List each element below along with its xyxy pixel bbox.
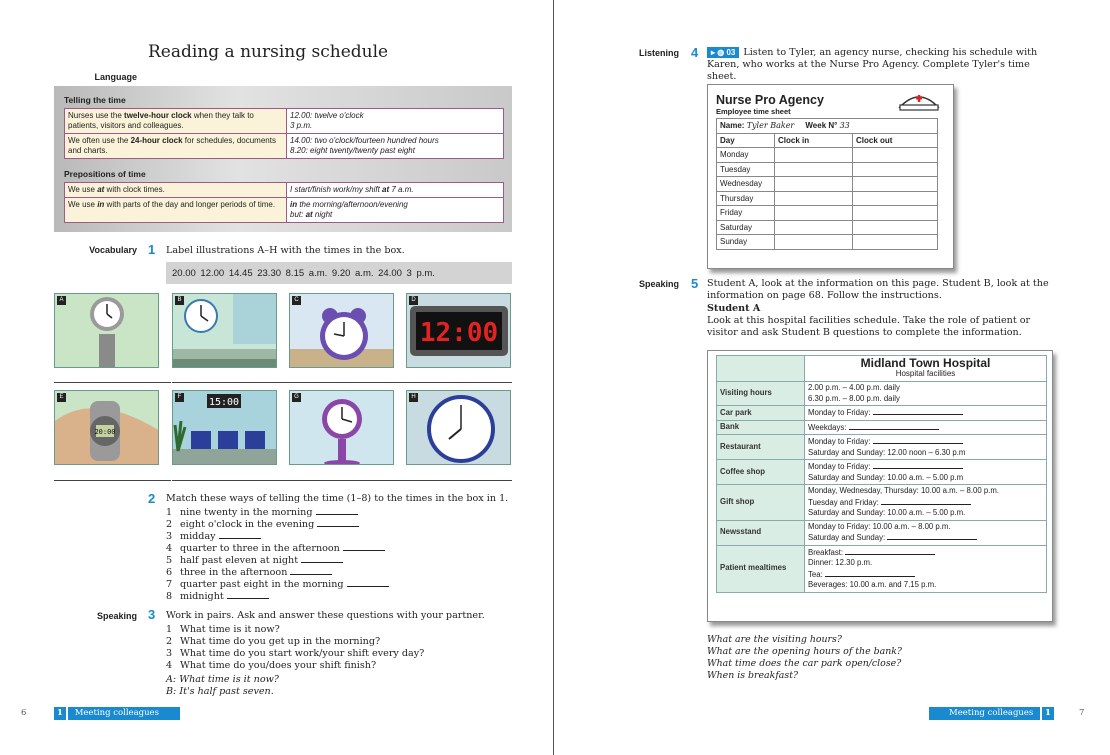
clock-in-cell[interactable] bbox=[775, 148, 853, 163]
illustration-h bbox=[406, 390, 511, 465]
unit-number: 1 bbox=[1040, 707, 1054, 720]
prepositions-heading: Prepositions of time bbox=[64, 169, 146, 179]
facility-hours: Weekdays: bbox=[805, 420, 1047, 435]
question-list bbox=[166, 624, 424, 698]
audio-track-badge[interactable]: ▸ ◍ 03 bbox=[707, 47, 739, 58]
agency-name: Nurse Pro Agency bbox=[716, 93, 824, 107]
illustration-g bbox=[289, 390, 394, 465]
right-page bbox=[555, 0, 1110, 755]
list-item: 1 nine twenty in the morning bbox=[166, 507, 389, 519]
list-item: What time does the car park open/close? bbox=[707, 658, 902, 669]
illustration-f bbox=[172, 390, 277, 465]
facility-hours: Breakfast: Dinner: 12.30 p.m. Tea: Beverages: 10.00 a.m. and 7.15 p.m. bbox=[805, 545, 1047, 592]
clock-out-cell[interactable] bbox=[853, 191, 938, 206]
list-item: 3 midday bbox=[166, 531, 389, 543]
exercise-number: 1 bbox=[148, 242, 156, 257]
answer-line[interactable] bbox=[289, 382, 406, 383]
unit-footer bbox=[54, 707, 180, 720]
example-cell: 12.00: twelve o'clock 3 p.m. bbox=[287, 109, 504, 134]
dialogue-a: A: What time is it now? bbox=[166, 674, 279, 685]
clock-out-cell[interactable] bbox=[853, 206, 938, 221]
time-sheet bbox=[707, 84, 954, 269]
unit-number: 1 bbox=[54, 707, 68, 720]
left-page bbox=[0, 0, 554, 755]
list-item: 4 What time do you/does your shift finish? bbox=[166, 660, 377, 671]
answer-blank[interactable] bbox=[887, 532, 977, 540]
table-row: Monday bbox=[717, 148, 938, 163]
table-row bbox=[65, 198, 504, 223]
waiting-room-icon bbox=[173, 391, 277, 465]
hospital-schedule bbox=[707, 350, 1053, 622]
exercise-instruction: Work in pairs. Ask and answer these questions with your partner. bbox=[166, 610, 485, 621]
illustration-b bbox=[172, 293, 277, 368]
clock-out-cell[interactable] bbox=[853, 162, 938, 177]
clock-in-cell[interactable] bbox=[775, 235, 853, 250]
answer-blank[interactable] bbox=[343, 543, 385, 551]
list-item: 5 half past eleven at night bbox=[166, 555, 389, 567]
answer-blank[interactable] bbox=[849, 422, 939, 430]
table-row bbox=[717, 520, 1047, 545]
list-item: 7 quarter past eight in the morning bbox=[166, 579, 389, 591]
clock-in-cell[interactable] bbox=[775, 220, 853, 235]
table-row: Tuesday bbox=[717, 162, 938, 177]
answer-line[interactable] bbox=[289, 480, 406, 481]
label-d: D bbox=[409, 296, 418, 305]
example-cell: 14.00: two o'clock/fourteen hundred hours 8.20: eight twenty/twenty past eight bbox=[287, 134, 504, 159]
hospital-subtitle: Hospital facilities bbox=[895, 368, 956, 378]
times-box: 20.00 12.00 14.45 23.30 8.15 a.m. 9.20 a.m. 24.00 3 p.m. bbox=[166, 262, 512, 284]
facility-name: Coffee shop bbox=[717, 460, 805, 485]
list-item: When is breakfast? bbox=[707, 670, 798, 681]
facility-hours: Monday, Wednesday, Thursday: 10.00 a.m. – 8.00 p.m. Tuesday and Friday: Saturday and Sunday: 10.00 a.m. – 5.00 p.m. bbox=[805, 485, 1047, 521]
unit-title: Meeting colleagues bbox=[949, 708, 1034, 718]
vocabulary-label: Vocabulary bbox=[89, 245, 137, 255]
facility-name: Newsstand bbox=[717, 520, 805, 545]
example-cell: I start/finish work/my shift at 7 a.m. bbox=[287, 183, 504, 198]
answer-blank[interactable] bbox=[347, 579, 389, 587]
clock-in-cell[interactable] bbox=[775, 206, 853, 221]
exercise-instruction: Label illustrations A–H with the times in the box. bbox=[166, 245, 405, 256]
sheet-subtitle: Employee time sheet bbox=[716, 107, 791, 116]
table-row bbox=[717, 382, 1047, 406]
page-number: 7 bbox=[1079, 708, 1085, 718]
illustration-a bbox=[54, 293, 159, 368]
student-instruction: Look at this hospital facilities schedule. Take the role of patient or visitor and ask Student B questions to complete the information. bbox=[707, 315, 1031, 338]
alarm-clock-icon bbox=[290, 294, 394, 368]
header-row bbox=[717, 133, 938, 148]
answer-line[interactable] bbox=[406, 382, 512, 383]
answer-line[interactable] bbox=[172, 480, 289, 481]
col-day: Day bbox=[717, 133, 775, 148]
answer-line[interactable] bbox=[172, 382, 289, 383]
label-h: H bbox=[409, 393, 418, 402]
facility-name: Patient mealtimes bbox=[717, 545, 805, 592]
answer-blank[interactable] bbox=[873, 461, 963, 469]
list-item: 3 What time do you start work/your shift every day? bbox=[166, 648, 425, 659]
list-item: 6 three in the afternoon bbox=[166, 567, 389, 579]
answer-blank[interactable] bbox=[219, 531, 261, 539]
facility-hours: Monday to Friday: Saturday and Sunday: 12.00 noon – 6.30 p.m bbox=[805, 435, 1047, 460]
digital-clock-icon bbox=[407, 294, 511, 368]
illustration-d bbox=[406, 293, 511, 368]
speaking-label: Speaking bbox=[638, 279, 679, 289]
table-row bbox=[717, 545, 1047, 592]
exercise-number: 5 bbox=[691, 276, 699, 291]
col-clock-out: Clock out bbox=[853, 133, 938, 148]
list-item: 1 What time is it now? bbox=[166, 624, 280, 635]
facility-hours: Monday to Friday: bbox=[805, 406, 1047, 421]
match-list bbox=[166, 507, 389, 603]
table-row: Sunday bbox=[717, 235, 938, 250]
time-sheet-table bbox=[716, 118, 938, 250]
dialogue-b: B: It's half past seven. bbox=[166, 686, 274, 697]
list-item: What are the visiting hours? bbox=[707, 634, 842, 645]
table-row bbox=[717, 435, 1047, 460]
label-a: A bbox=[57, 296, 66, 305]
page-title: Reading a nursing schedule bbox=[148, 42, 389, 62]
clock-out-cell[interactable] bbox=[853, 235, 938, 250]
watch-display: 20:00 bbox=[94, 428, 116, 436]
clock-in-cell[interactable] bbox=[775, 162, 853, 177]
list-item: 2 What time do you get up in the morning? bbox=[166, 636, 381, 647]
exercise-instruction: Student A, look at the information on this page. Student B, look at the information on page 68. Follow the instructions. Student A Look at this hospital facilities schedule. Take the role of patient or visitor and ask Student B questions to complete the information. bbox=[707, 278, 1055, 339]
clock-in-cell[interactable] bbox=[775, 177, 853, 192]
table-row bbox=[65, 134, 504, 159]
language-label: Language bbox=[94, 72, 137, 82]
answer-blank[interactable] bbox=[227, 591, 269, 599]
answer-line[interactable] bbox=[406, 480, 512, 481]
wall-clock-icon bbox=[173, 294, 277, 368]
unit-footer bbox=[929, 707, 1054, 720]
table-row: Thursday bbox=[717, 191, 938, 206]
language-box bbox=[54, 86, 512, 232]
hospital-table bbox=[716, 355, 1047, 593]
example-cell: in the morning/afternoon/evening but: at night bbox=[287, 198, 504, 223]
list-item: 8 midnight bbox=[166, 591, 389, 603]
list-item: 2 eight o'clock in the evening bbox=[166, 519, 389, 531]
exercise-instruction: Match these ways of telling the time (1–8) to the times in the box in 1. bbox=[166, 493, 509, 504]
round-clock-icon bbox=[407, 391, 511, 465]
answer-blank[interactable] bbox=[845, 547, 935, 555]
page-number: 6 bbox=[21, 708, 27, 718]
title-row bbox=[717, 356, 1047, 382]
telling-time-table bbox=[64, 108, 504, 159]
table-row bbox=[717, 460, 1047, 485]
table-row bbox=[717, 420, 1047, 435]
rule-cell: Nurses use the twelve-hour clock when they talk to patients, visitors and colleagues. bbox=[65, 109, 287, 134]
facility-name: Car park bbox=[717, 406, 805, 421]
exercise-number: 3 bbox=[148, 607, 156, 622]
name-value: Tyler Baker bbox=[746, 121, 795, 131]
answer-blank[interactable] bbox=[316, 507, 358, 515]
answer-blank[interactable] bbox=[825, 569, 915, 577]
exercise-instruction: ▸ ◍ 03 Listen to Tyler, an agency nurse, checking his schedule with Karen, who works at the Nurse Pro Agency. Complete Tyler's time sheet. bbox=[707, 47, 1038, 82]
week-value: 33 bbox=[839, 121, 850, 131]
rule-cell: We often use the 24-hour clock for schedules, documents and charts. bbox=[65, 134, 287, 159]
table-row bbox=[717, 406, 1047, 421]
facility-name: Visiting hours bbox=[717, 382, 805, 406]
table-row: Friday bbox=[717, 206, 938, 221]
list-item: What are the opening hours of the bank? bbox=[707, 646, 902, 657]
facility-name: Gift shop bbox=[717, 485, 805, 521]
table-row bbox=[717, 485, 1047, 521]
clock-out-cell[interactable] bbox=[853, 177, 938, 192]
listening-label: Listening bbox=[639, 48, 679, 58]
answer-line[interactable] bbox=[54, 480, 171, 481]
illustration-c bbox=[289, 293, 394, 368]
label-b: B bbox=[175, 296, 184, 305]
clock-in-cell[interactable] bbox=[775, 191, 853, 206]
answer-blank[interactable] bbox=[301, 555, 343, 563]
facility-hours: Monday to Friday: 10.00 a.m. – 8.00 p.m. Saturday and Sunday: bbox=[805, 520, 1047, 545]
nurse-watch-icon bbox=[290, 391, 394, 465]
answer-blank[interactable] bbox=[873, 436, 963, 444]
answer-line[interactable] bbox=[54, 382, 171, 383]
student-label: Student A bbox=[707, 303, 761, 314]
label-e: E bbox=[57, 393, 66, 402]
fob-watch-icon bbox=[55, 294, 159, 368]
name-row: Name: Tyler Baker Week N° 33 bbox=[717, 119, 938, 134]
label-c: C bbox=[292, 296, 301, 305]
wristwatch-icon bbox=[55, 391, 159, 465]
clock-display: 12:00 bbox=[419, 318, 499, 348]
rule-cell: We use in with parts of the day and longer periods of time. bbox=[65, 198, 287, 223]
clock-out-cell[interactable] bbox=[853, 148, 938, 163]
illustration-e bbox=[54, 390, 159, 465]
table-row: Saturday bbox=[717, 220, 938, 235]
exercise-number: 2 bbox=[148, 491, 156, 506]
telling-time-heading: Telling the time bbox=[64, 95, 126, 105]
facility-hours: 2.00 p.m. – 4.00 p.m. daily 6.30 p.m. – 8.00 p.m. daily bbox=[805, 382, 1047, 406]
answer-blank[interactable] bbox=[873, 407, 963, 415]
label-g: G bbox=[292, 393, 301, 402]
table-row bbox=[65, 109, 504, 134]
answer-blank[interactable] bbox=[881, 497, 971, 505]
rule-cell: We use at with clock times. bbox=[65, 183, 287, 198]
exercise-number: 4 bbox=[691, 45, 699, 60]
table-row bbox=[65, 183, 504, 198]
facility-name: Restaurant bbox=[717, 435, 805, 460]
speaking-label: Speaking bbox=[96, 611, 137, 621]
wall-display: 15:00 bbox=[208, 397, 240, 408]
col-clock-in: Clock in bbox=[775, 133, 853, 148]
table-row: Wednesday bbox=[717, 177, 938, 192]
prepositions-table bbox=[64, 182, 504, 223]
hospital-name: Midland Town Hospital bbox=[860, 356, 991, 370]
label-f: F bbox=[175, 393, 184, 402]
clock-out-cell[interactable] bbox=[853, 220, 938, 235]
answer-blank[interactable] bbox=[290, 567, 332, 575]
unit-title: Meeting colleagues bbox=[74, 708, 159, 718]
facility-hours: Monday to Friday: Saturday and Sunday: 10.00 a.m. – 5.00 p.m bbox=[805, 460, 1047, 485]
nurse-cap-icon bbox=[898, 91, 940, 113]
answer-blank[interactable] bbox=[317, 519, 359, 527]
list-item: 4 quarter to three in the afternoon bbox=[166, 543, 389, 555]
question-list bbox=[707, 634, 902, 682]
facility-name: Bank bbox=[717, 420, 805, 435]
